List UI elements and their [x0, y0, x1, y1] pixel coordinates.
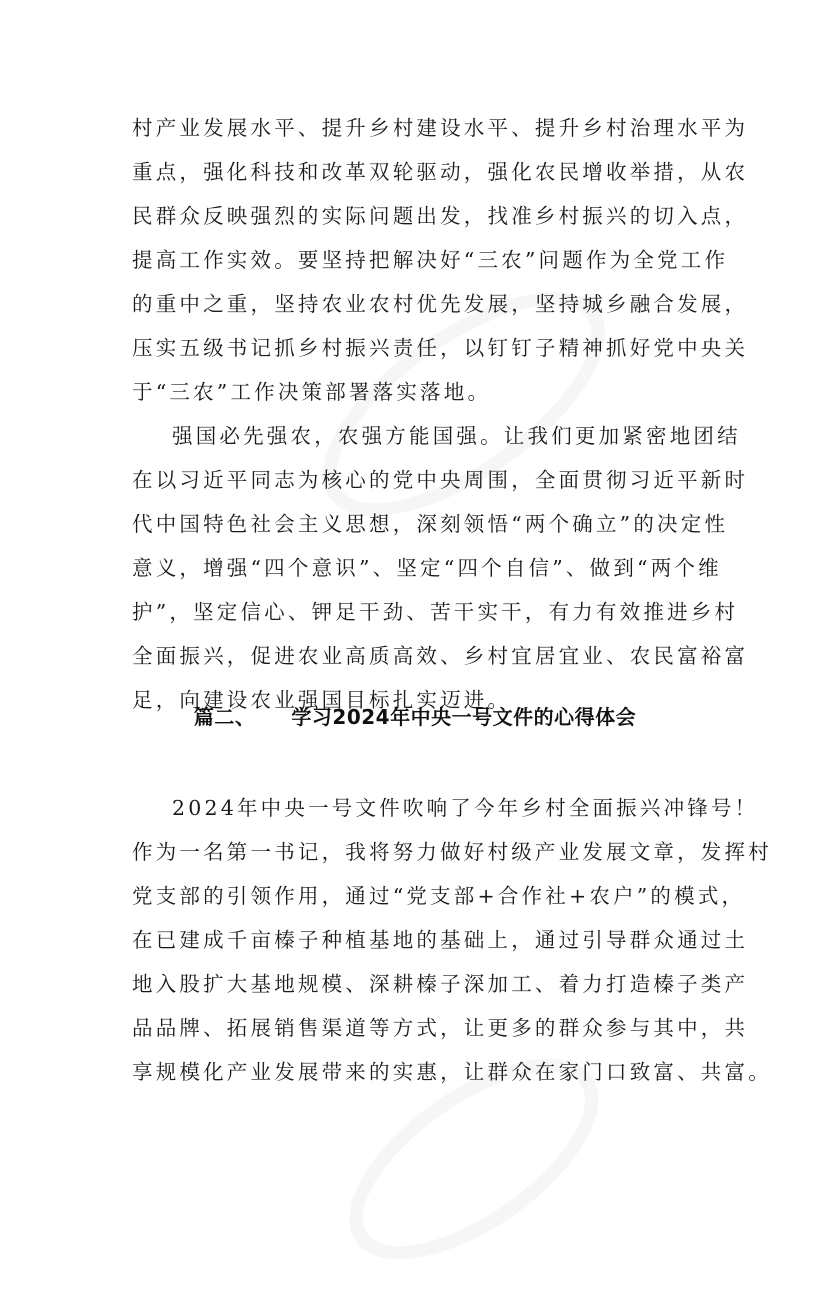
section-heading — [0, 701, 830, 733]
text-line: 地入股扩大基地规模、深耕榛子深加工、着力打造榛子类产 — [132, 972, 749, 996]
text-line: 压实五级书记抓乡村振兴责任，以钉钉子精神抓好党中央关 — [132, 336, 749, 360]
text-line: 足，向建设农业强国目标扎实迈进。 — [132, 688, 512, 712]
text-line: 作为一名第一书记，我将努力做好村级产业发展文章，发挥村 — [132, 840, 772, 864]
text-line: 品品牌、拓展销售渠道等方式，让更多的群众参与其中，共 — [132, 1016, 749, 1040]
text-line: 提高工作实效。要坚持把解决好“三农”问题作为全党工作 — [132, 248, 729, 272]
text-line: 民群众反映强烈的实际问题出发，找准乡村振兴的切入点， — [132, 204, 749, 228]
text-line: 护”，坚定信心、钾足干劲、苦干实干，有力有效推进乡村 — [132, 600, 739, 624]
text-line: 于“三农”工作决策部署落实落地。 — [132, 380, 492, 404]
text-line: 在以习近平同志为核心的党中央周围，全面贯彻习近平新时 — [132, 468, 749, 492]
text-line: 意义，增强“四个意识”、坚定“四个自信”、做到“两个维 — [132, 556, 722, 580]
text-line: 2024年中央一号文件吹响了今年乡村全面振兴冲锋号！ — [172, 796, 759, 820]
heading-title: 学习2024年中央一号文件的心得体会 — [291, 705, 637, 729]
text-line: 代中国特色社会主义思想，深刻领悟“两个确立”的决定性 — [132, 512, 729, 536]
text-line: 强国必先强农，农强方能国强。让我们更加紧密地团结 — [172, 424, 741, 448]
text-line: 全面振兴，促进农业高质高效、乡村宜居宜业、农民富裕富 — [132, 644, 749, 668]
heading-number: 篇二、 — [193, 705, 256, 729]
text-line: 重点，强化科技和改革双轮驱动，强化农民增收举措，从农 — [132, 160, 749, 184]
text-line: 在已建成千亩榛子种植基地的基础上，通过引导群众通过土 — [132, 928, 749, 952]
text-line: 村产业发展水平、提升乡村建设水平、提升乡村治理水平为 — [132, 116, 749, 140]
text-line: 的重中之重，坚持农业农村优先发展，坚持城乡融合发展， — [132, 292, 749, 316]
text-line: 享规模化产业发展带来的实惠，让群众在家门口致富、共富。 — [132, 1060, 772, 1084]
text-line: 党支部的引领作用，通过“党支部+合作社+农户”的模式， — [132, 884, 746, 908]
